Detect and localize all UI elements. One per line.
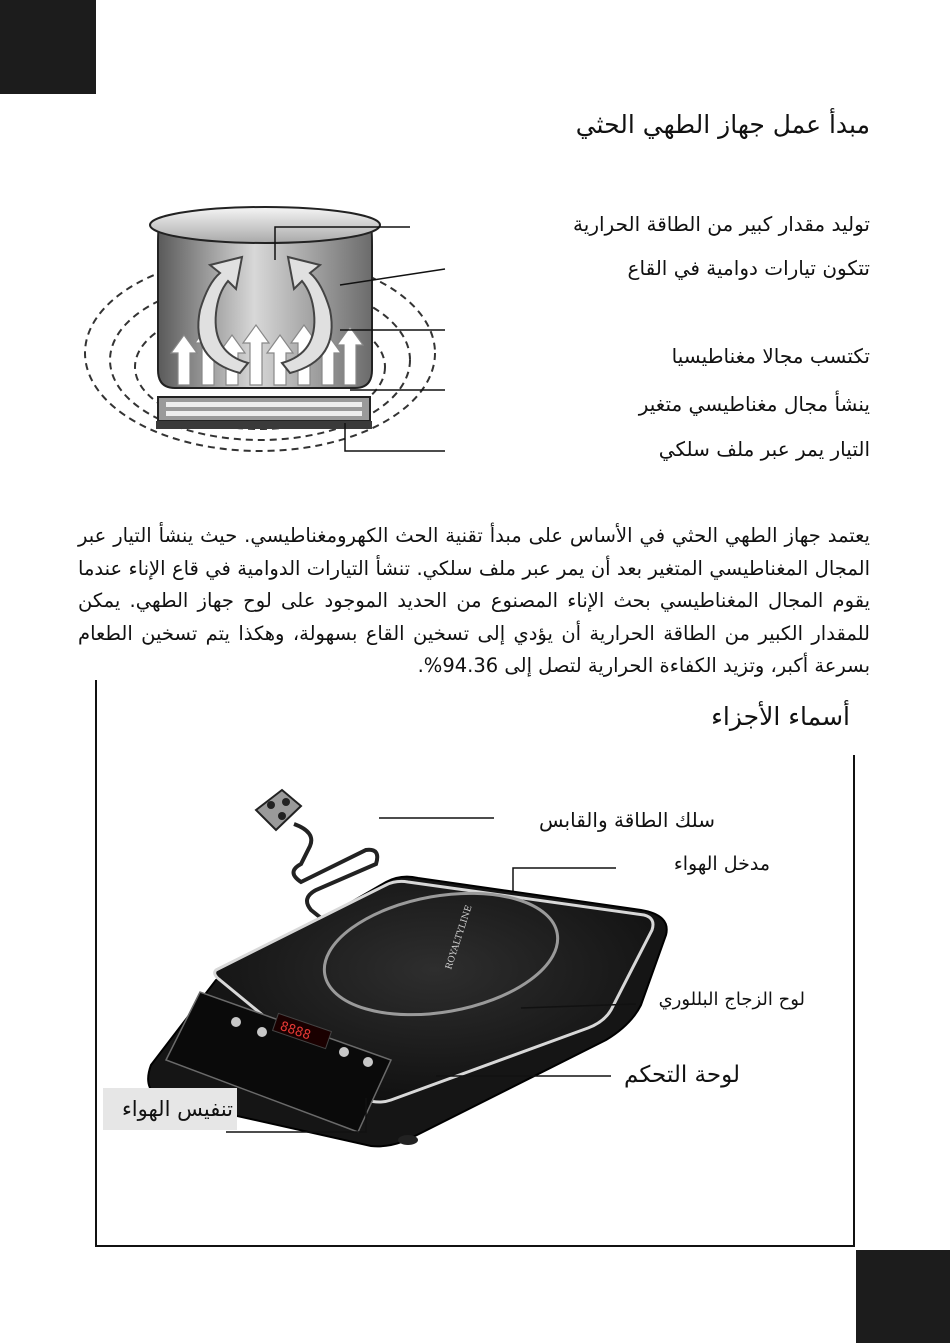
page-corner-tab-top bbox=[0, 0, 96, 94]
label-eddy-currents: تتكون تيارات دوامية في القاع bbox=[627, 256, 870, 280]
label-power-cord: سلك الطاقة والقابس bbox=[539, 808, 715, 832]
page-corner-tab-bottom bbox=[856, 1250, 950, 1343]
page-title: مبدأ عمل جهاز الطهي الحثي bbox=[575, 110, 870, 139]
device-brand: ROYALTYLINE bbox=[444, 904, 475, 971]
parts-title: أسماء الأجزاء bbox=[711, 702, 850, 731]
label-heat-generation: توليد مقدار كبير من الطاقة الحرارية bbox=[573, 212, 870, 236]
principle-paragraph: يعتمد جهاز الطهي الحثي في الأساس على مبدأ تقنية الحث الكهرومغناطيسي. حيث ينشأ التيار عبر المجال المغناطيسي المتغير بعد أن يمر عبر ملف سلكي. تنشأ التيارات الدوامية في قاع الإناء عندما يقوم المجال المغناطيسي بحث الإناء المصنوع من الحديد الموجود على لوح جهاز الطهي. يمكن للمقدار الكبير من الطاقة الحرارية أن يؤدي إلى تسخين القاع بسهولة، وهكذا يتم تسخين الطعام بسرعة أكبر، وتزيد الكفاءة الحرارية لتصل إلى 94.36%. bbox=[78, 524, 870, 677]
label-air-inlet: مدخل الهواء bbox=[673, 853, 770, 875]
label-control-panel: لوحة التحكم bbox=[624, 1062, 740, 1088]
label-glass-plate: لوح الزجاج البللوري bbox=[658, 989, 805, 1010]
label-variable-field: ينشأ مجال مغناطيسي متغير bbox=[638, 392, 870, 416]
label-air-vent: تنفيس الهواء bbox=[103, 1088, 237, 1130]
display-readout: 8888 bbox=[277, 1019, 313, 1044]
label-coil-current: التيار يمر عبر ملف سلكي bbox=[658, 437, 870, 461]
label-magnetic-field: تكتسب مجالا مغناطيسيا bbox=[671, 344, 870, 368]
induction-principle-diagram bbox=[70, 185, 450, 460]
